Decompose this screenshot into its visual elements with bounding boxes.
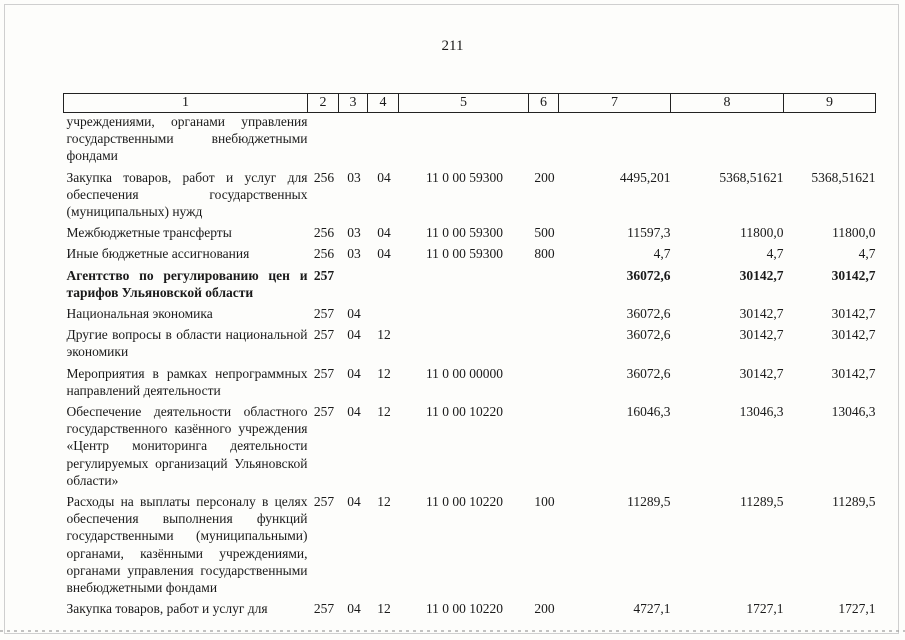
row-value-cell: 04: [377, 169, 391, 185]
row-name-cell: учреждениями, органами управления государственными внебюджетными фондами: [66, 114, 308, 164]
row-value-cell: 30142,7: [739, 327, 784, 343]
column-header: 8: [671, 94, 784, 113]
row-value-cell: 11800,0: [740, 225, 784, 241]
row-value-cell: 5368,51621: [719, 169, 784, 185]
row-value-cell: 4495,201: [619, 169, 671, 185]
table-row: [64, 596, 876, 617]
row-value-cell: 11 0 00 59300: [425, 246, 504, 262]
page-number: 211: [441, 38, 464, 54]
row-value-cell: 200: [534, 169, 555, 185]
table-row: [64, 361, 876, 399]
table-row: [64, 263, 876, 301]
row-value-cell: 11 0 00 59300: [425, 225, 504, 241]
table-row: [64, 113, 876, 165]
row-value-cell: 30142,7: [739, 267, 784, 283]
row-value-cell: [399, 263, 529, 301]
row-value-cell: 12: [377, 404, 391, 420]
row-value-cell: 12: [377, 601, 391, 617]
row-name-cell: Межбюджетные трансферты: [66, 225, 232, 241]
row-value-cell: 4,7: [653, 246, 671, 262]
column-header: 6: [529, 94, 559, 113]
row-name-cell: Иные бюджетные ассигнования: [66, 246, 250, 262]
table-row: [64, 220, 876, 241]
row-value-cell: 200: [534, 601, 555, 617]
table-body: [64, 113, 876, 618]
row-value-cell: 257: [313, 365, 335, 381]
row-value-cell: 4,7: [858, 246, 876, 262]
row-value-cell: [399, 113, 529, 165]
row-value-cell: 36072,6: [626, 267, 671, 283]
row-value-cell: [529, 301, 559, 322]
row-name-cell: Мероприятия в рамках непрограммных направлений деятельности: [66, 365, 308, 398]
row-value-cell: [368, 301, 399, 322]
header-row: [64, 94, 876, 113]
row-value-cell: [671, 113, 784, 165]
row-value-cell: [399, 322, 529, 360]
row-value-cell: 11 0 00 10220: [425, 601, 504, 617]
row-value-cell: 12: [377, 494, 391, 510]
row-value-cell: 100: [534, 494, 555, 510]
column-header: 4: [368, 94, 399, 113]
row-value-cell: 5368,51621: [811, 169, 876, 185]
row-value-cell: 13046,3: [739, 404, 784, 420]
table-row: [64, 489, 876, 596]
table-row: [64, 322, 876, 360]
row-value-cell: 257: [313, 327, 335, 343]
row-name-cell: Закупка товаров, работ и услуг для: [66, 601, 268, 617]
row-value-cell: 30142,7: [831, 327, 876, 343]
row-value-cell: 30142,7: [831, 306, 876, 322]
row-value-cell: 30142,7: [739, 365, 784, 381]
column-header: 5: [399, 94, 529, 113]
row-value-cell: 13046,3: [831, 404, 876, 420]
row-value-cell: 03: [347, 246, 361, 262]
row-value-cell: 36072,6: [626, 327, 671, 343]
row-value-cell: 256: [313, 225, 335, 241]
row-value-cell: [368, 113, 399, 165]
row-value-cell: 256: [313, 169, 335, 185]
row-value-cell: 11 0 00 59300: [425, 169, 504, 185]
row-value-cell: 04: [347, 404, 361, 420]
table-row: [64, 241, 876, 262]
row-value-cell: [529, 399, 559, 489]
row-value-cell: 12: [377, 327, 391, 343]
table-row: [64, 301, 876, 322]
row-value-cell: 11289,5: [627, 494, 671, 510]
row-value-cell: 11 0 00 10220: [425, 404, 504, 420]
column-header: 3: [339, 94, 368, 113]
row-value-cell: 257: [313, 494, 335, 510]
row-value-cell: 4727,1: [633, 601, 671, 617]
row-name-cell: Обеспечение деятельности областного государственного казённого учреждения «Центр мониторинга деятельности регулируемых организаций Ульяновской области»: [66, 404, 308, 488]
row-value-cell: 11289,5: [740, 494, 784, 510]
row-value-cell: 36072,6: [626, 365, 671, 381]
row-value-cell: 257: [313, 267, 335, 283]
row-name-cell: Другие вопросы в области национальной экономики: [66, 327, 308, 360]
row-name-cell: Расходы на выплаты персоналу в целях обеспечения выполнения функций государственными (муниципальными) органами, казёнными учреждениями, органами управления государственными внебюджетными фондами: [66, 494, 308, 596]
row-value-cell: 30142,7: [831, 267, 876, 283]
row-value-cell: [529, 263, 559, 301]
row-value-cell: 04: [347, 327, 361, 343]
row-value-cell: 30142,7: [739, 306, 784, 322]
row-name-cell: Закупка товаров, работ и услуг для обеспечения государственных (муниципальных) нужд: [66, 169, 308, 220]
column-header: 2: [308, 94, 339, 113]
row-value-cell: 04: [347, 601, 361, 617]
row-value-cell: 257: [313, 306, 335, 322]
row-value-cell: [559, 113, 671, 165]
row-value-cell: 04: [347, 365, 361, 381]
row-name-cell: Агентство по регулированию цен и тарифов Ульяновской области: [66, 267, 308, 300]
row-value-cell: [529, 361, 559, 399]
row-name-cell: Национальная экономика: [66, 306, 213, 322]
row-value-cell: [339, 263, 368, 301]
row-value-cell: 500: [534, 225, 555, 241]
table-row: [64, 165, 876, 221]
row-value-cell: 4,7: [766, 246, 784, 262]
row-value-cell: 11 0 00 10220: [425, 494, 504, 510]
row-value-cell: 36072,6: [626, 306, 671, 322]
row-value-cell: 30142,7: [831, 365, 876, 381]
row-value-cell: 1727,1: [746, 601, 784, 617]
row-value-cell: 1727,1: [838, 601, 876, 617]
budget-table: [63, 93, 876, 617]
row-value-cell: 03: [347, 169, 361, 185]
row-value-cell: 800: [534, 246, 555, 262]
row-value-cell: 257: [313, 404, 335, 420]
column-header: 1: [64, 94, 308, 113]
row-value-cell: 11 0 00 00000: [425, 365, 504, 381]
row-value-cell: 257: [313, 601, 335, 617]
row-value-cell: 03: [347, 225, 361, 241]
column-header: 9: [784, 94, 876, 113]
row-value-cell: 11800,0: [832, 225, 876, 241]
row-value-cell: 04: [377, 225, 391, 241]
table-row: [64, 399, 876, 489]
row-value-cell: 11289,5: [832, 494, 876, 510]
row-value-cell: 04: [377, 246, 391, 262]
row-value-cell: [529, 322, 559, 360]
row-value-cell: 04: [347, 494, 361, 510]
row-value-cell: [339, 113, 368, 165]
row-value-cell: [308, 113, 339, 165]
row-value-cell: [368, 263, 399, 301]
row-value-cell: 256: [313, 246, 335, 262]
row-value-cell: 12: [377, 365, 391, 381]
row-value-cell: [529, 113, 559, 165]
row-value-cell: [399, 301, 529, 322]
row-value-cell: [784, 113, 876, 165]
column-header: 7: [559, 94, 671, 113]
row-value-cell: 11597,3: [627, 225, 671, 241]
row-value-cell: 16046,3: [626, 404, 671, 420]
scan-edge-artifact: [0, 630, 905, 632]
row-value-cell: 04: [347, 306, 361, 322]
